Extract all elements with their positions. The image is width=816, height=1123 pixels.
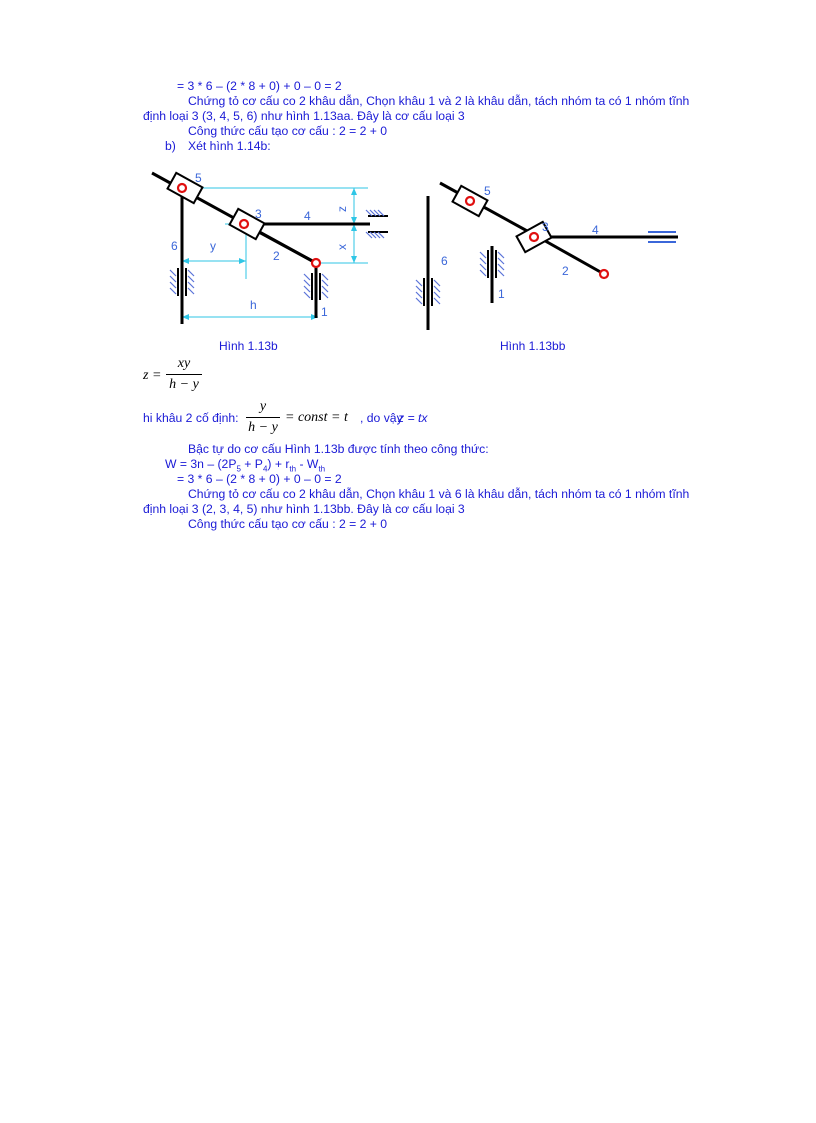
label-dim-h: h [250,298,257,312]
label-link-3: 3 [255,207,262,221]
label-link-1: 1 [321,305,328,319]
formula-2-fraction [246,399,280,436]
paragraph-line-12: Công thức cấu tạo cơ cấu : 2 = 2 + 0 [188,517,388,531]
equation-line-9: = 3 * 6 – (2 * 8 + 0) + 0 – 0 = 2 [177,472,342,486]
formula-1-denominator: h − y [169,377,199,392]
label-link-1-right: 1 [498,287,505,301]
label-link-3-right: 3 [542,220,549,234]
paragraph-line-2: Chứng tỏ cơ cấu co 2 khâu dẫn, Chọn khâu 1 và 2 là khâu dẫn, tách nhóm ta có 1 nhóm tĩnh [188,94,690,108]
label-dim-y: y [210,239,216,253]
label-dim-z: z [335,206,349,212]
paragraph-line-3: định loại 3 (3, 4, 5, 6) như hình 1.13aa. Đây là cơ cấu loại 3 [143,109,465,123]
caption-left: Hình 1.13b [219,339,278,353]
equation-w-line: $W = 3n - (2P_5 + P_4) + r_{th} - W_{th}$ [165,457,326,474]
paragraph-line-7: Bậc tự do cơ cấu Hình 1.13b được tính theo công thức: [188,442,489,456]
formula-2-prefix: hi khâu 2 cố định: [143,411,239,425]
label-dim-x: x [335,244,349,250]
equation-line-1: = 3 * 6 – (2 * 8 + 0) + 0 – 0 = 2 [177,79,342,93]
paragraph-line-11: định loại 3 (2, 3, 4, 5) như hình 1.13bb. Đây là cơ cấu loại 3 [143,502,465,516]
label-link-6-right: 6 [441,254,448,268]
paragraph-line-4: Công thức cấu tạo cơ cấu : 2 = 2 + 0 [188,124,388,138]
formula-2-numerator: y [259,399,267,414]
label-link-4: 4 [304,209,311,223]
formula-2-tail: z = tx [398,411,428,425]
formula-2-rhs: = const = t [285,410,348,425]
formula-2-suffix: , do vậy [360,411,403,425]
label-link-2: 2 [273,249,280,263]
figure-right-diagram [400,168,700,333]
formula-1-fraction [166,356,202,393]
formula-2-denominator: h − y [248,420,278,435]
label-link-2-right: 2 [562,264,569,278]
label-link-4-right: 4 [592,223,599,237]
figure-left-diagram [140,168,400,328]
label-link-5: 5 [195,171,202,185]
formula-1-numerator: xy [177,356,191,371]
item-label-b: b) [165,139,176,153]
item-text-b: Xét hình 1.14b: [188,139,271,153]
label-link-5-right: 5 [484,184,491,198]
caption-right: Hình 1.13bb [500,339,566,353]
formula-1-lhs: z = [143,368,162,383]
label-link-6: 6 [171,239,178,253]
paragraph-line-10: Chứng tỏ cơ cấu co 2 khâu dẫn, Chọn khâu 1 và 6 là khâu dẫn, tách nhóm ta có 1 nhóm tĩnh [188,487,690,501]
